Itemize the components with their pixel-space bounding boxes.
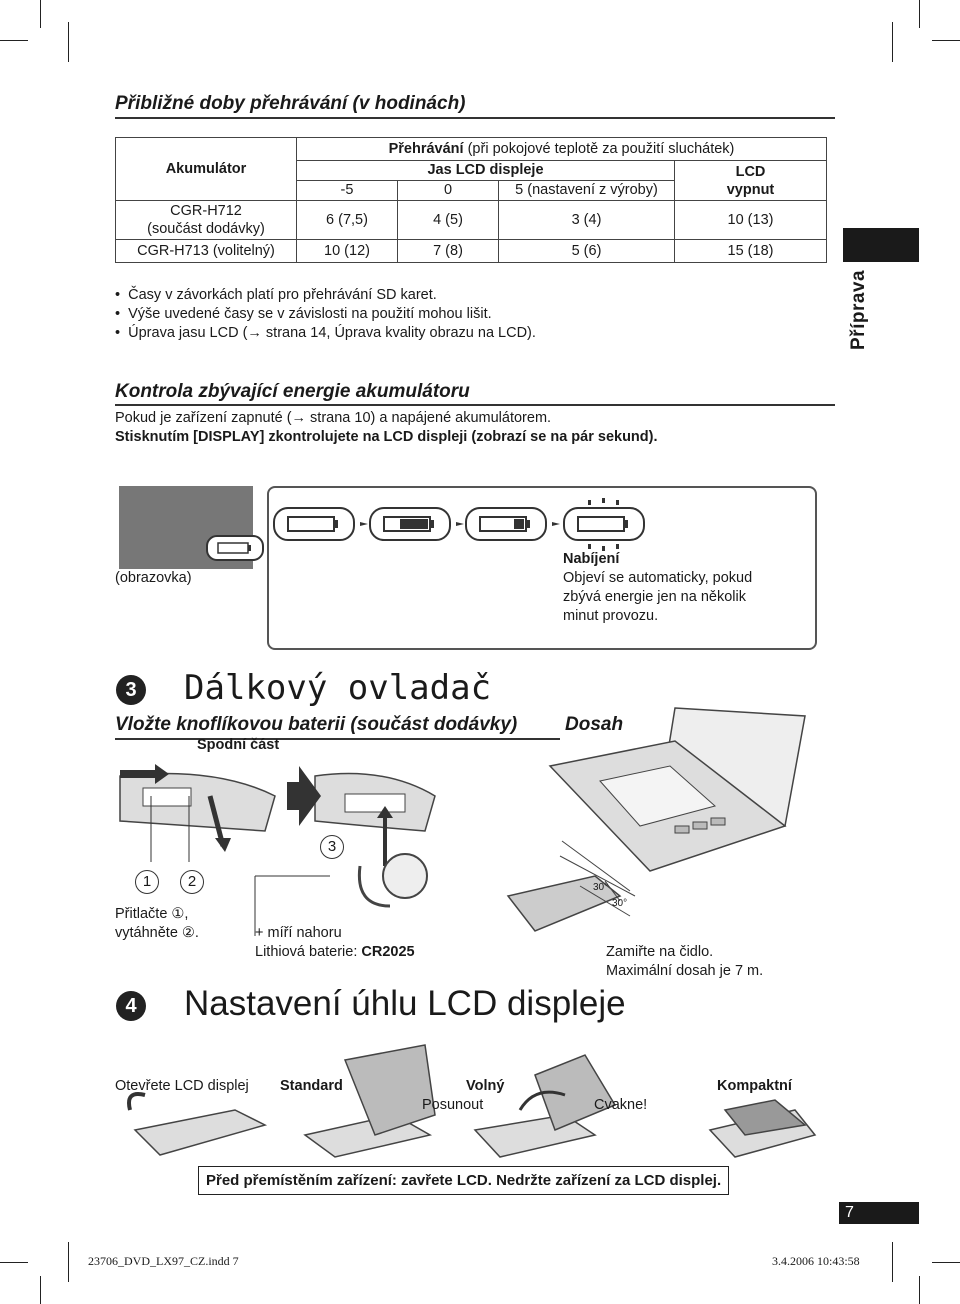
label-slide: Posunout	[422, 1097, 484, 1113]
table-cell: 10 (13)	[675, 201, 827, 240]
section-title-battery-check: Kontrola zbývající energie akumulátoru	[115, 381, 470, 402]
plus-up-note: + míří nahoru	[255, 925, 342, 941]
section-rule	[115, 738, 560, 740]
step-circle-1: 1	[135, 870, 159, 894]
player-range-illustration	[500, 706, 810, 951]
crop-mark	[40, 0, 41, 28]
table-cell: 5 (6)	[499, 240, 675, 263]
notes-list	[115, 286, 536, 343]
table-cell: 7 (8)	[398, 240, 499, 263]
section-title-playback-times: Přibližné doby přehrávání (v hodinách)	[115, 93, 466, 114]
side-tab-marker	[843, 228, 919, 262]
table-header-battery: Akumulátor	[116, 138, 297, 201]
table-cell: 6 (7,5)	[297, 201, 398, 240]
table-cell: 3 (4)	[499, 201, 675, 240]
crop-mark	[932, 40, 960, 41]
side-label: Příprava	[848, 269, 869, 350]
playback-time-table	[115, 137, 827, 263]
section-rule	[115, 117, 835, 119]
crop-mark	[68, 22, 69, 62]
table-cell-battery: CGR-H713 (volitelný)	[116, 240, 297, 263]
screen-label: (obrazovka)	[115, 570, 192, 586]
aim-line: Zamiřte na čidlo.	[606, 944, 714, 960]
charging-text: Objeví se automaticky, pokud	[563, 570, 753, 586]
label-open-lcd: Otevřete LCD displej	[115, 1078, 249, 1094]
battery-type: Lithiová baterie: CR2025	[255, 944, 415, 960]
subtitle-insert-battery: Vložte knoflíkovou baterii (součást dodávky)	[115, 714, 518, 735]
table-cell-battery: CGR-H712 (součást dodávky)	[116, 201, 297, 240]
charging-text: minut provozu.	[563, 608, 659, 624]
instruction-line: Přitlačte ①,	[115, 906, 189, 922]
list-item: • Výše uvedené časy se v závislosti na použití mohou lišit.	[115, 306, 492, 322]
step-circle-2: 2	[180, 870, 204, 894]
battery-indicator-screen	[206, 535, 266, 563]
table-row	[116, 240, 827, 263]
label-click: Cvakne!	[594, 1097, 648, 1113]
crop-mark	[0, 1262, 28, 1263]
table-cell: 15 (18)	[675, 240, 827, 263]
table-header-playback: Přehrávání (při pokojové teplotě za použití sluchátek)	[297, 138, 827, 161]
label-free: Volný	[466, 1078, 505, 1094]
battery-note	[255, 924, 415, 962]
table-row	[116, 201, 827, 240]
crop-mark	[892, 22, 893, 62]
section-title-remote: Dálkový ovladač	[184, 668, 492, 708]
battery-level-icons	[270, 498, 650, 554]
section-rule	[115, 404, 835, 406]
battery-check-line1: Pokud je zařízení zapnuté (→ strana 10) a napájené akumulátorem.	[115, 410, 552, 426]
table-level: 0	[398, 181, 499, 201]
battery-check-line2: Stisknutím [DISPLAY] zkontrolujete na LCD displeji (zobrazí se na pár sekund).	[115, 429, 658, 445]
crop-mark	[919, 1276, 920, 1304]
crop-mark	[40, 1276, 41, 1304]
table-cell: 4 (5)	[398, 201, 499, 240]
aim-note	[606, 943, 763, 981]
charging-text: zbývá energie jen na několik	[563, 589, 746, 605]
footer-file: 23706_DVD_LX97_CZ.indd 7	[88, 1254, 239, 1268]
label-standard: Standard	[280, 1078, 343, 1094]
table-header-lcd-off: LCD vypnut	[675, 161, 827, 201]
list-item: • Časy v závorkách platí pro přehrávání SD karet.	[115, 287, 437, 303]
warning-box: Před přemístěním zařízení: zavřete LCD. Nedržte zařízení za LCD displej.	[198, 1166, 729, 1195]
charging-note	[563, 550, 752, 626]
crop-mark	[0, 40, 28, 41]
page-number: 7	[839, 1202, 919, 1224]
crop-mark	[68, 1242, 69, 1282]
aim-line: Maximální dosah je 7 m.	[606, 963, 764, 979]
instruction-line: vytáhněte ②.	[115, 925, 199, 941]
table-cell: 10 (12)	[297, 240, 398, 263]
charging-title: Nabíjení	[563, 551, 620, 567]
angle-label: 30°	[593, 882, 609, 893]
table-level: -5	[297, 181, 398, 201]
section-title-lcd-angle: Nastavení úhlu LCD displeje	[184, 984, 626, 1023]
bottom-side-label: Spodní část	[197, 737, 280, 753]
table-level: 5 (nastavení z výroby)	[499, 181, 675, 201]
subtitle-range: Dosah	[565, 714, 624, 735]
step-number-3: 3	[116, 675, 146, 705]
label-compact: Kompaktní	[717, 1078, 792, 1094]
table-header-brightness: Jas LCD displeje	[297, 161, 675, 181]
crop-mark	[919, 0, 920, 28]
step-number-4: 4	[116, 991, 146, 1021]
angle-label: 30°	[612, 898, 628, 909]
press-pull-note	[115, 905, 199, 943]
list-item: • Úprava jasu LCD (→ strana 14, Úprava kvality obrazu na LCD).	[115, 325, 536, 341]
footer-timestamp: 3.4.2006 10:43:58	[772, 1254, 860, 1268]
crop-mark	[892, 1242, 893, 1282]
crop-mark	[932, 1262, 960, 1263]
step-circle-3: 3	[320, 835, 344, 859]
